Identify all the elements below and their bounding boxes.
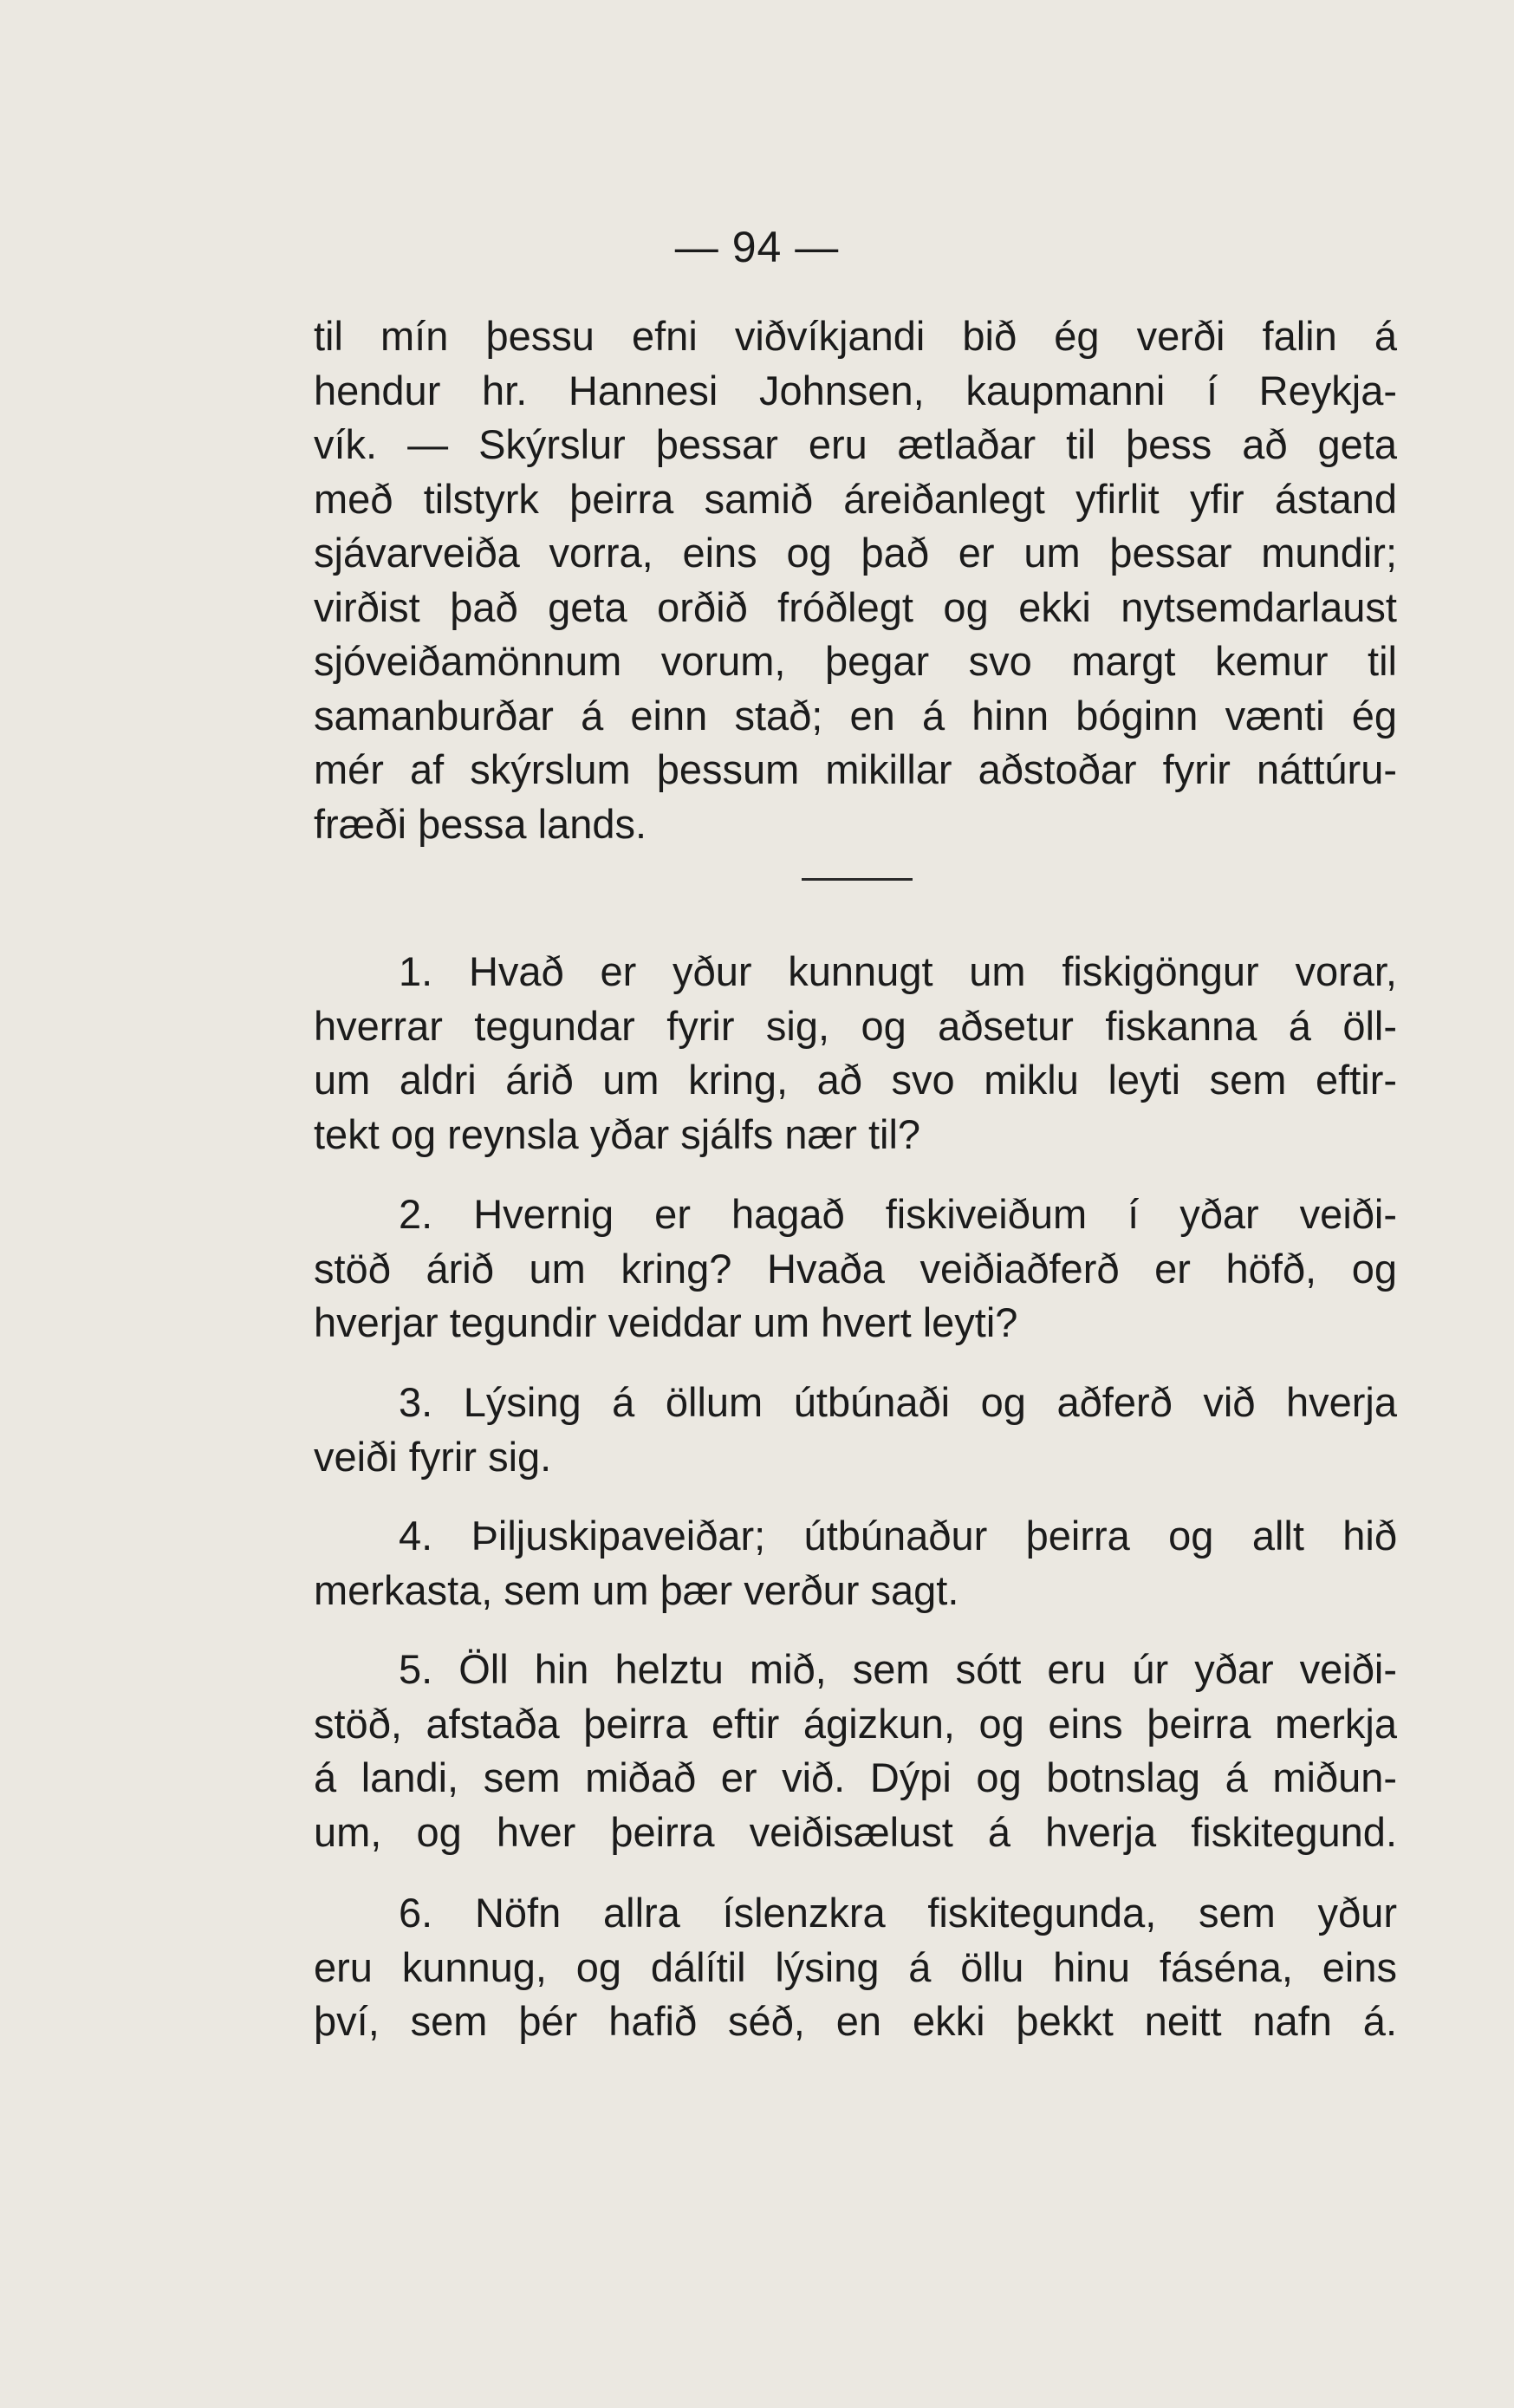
text-line: veiði fyrir sig.: [314, 1433, 552, 1480]
text-line: eru kunnug, og dálítil lýsing á öllu hinu fáséna, eins: [314, 1943, 1397, 1990]
text-line: 3. Lýsing á öllum útbúnaði og aðferð við hverja: [399, 1379, 1397, 1425]
text-line: merkasta, sem um þær verður sagt.: [314, 1566, 959, 1613]
text-line: 5. Öll hin helztu mið, sem sótt eru úr yðar veiði-: [399, 1646, 1397, 1692]
text-line: stöð, afstaða þeirra eftir ágizkun, og eins þeirra merkja: [314, 1700, 1397, 1747]
section-divider: [802, 878, 913, 881]
text-line: hverrar tegundar fyrir sig, og aðsetur fiskanna á öll-: [314, 1002, 1397, 1049]
text-line: með tilstyrk þeirra samið áreiðanlegt yfirlit yfir ástand: [314, 475, 1397, 522]
question-3: [314, 1376, 1397, 1484]
question-4: [314, 1509, 1397, 1617]
text-line: til mín þessu efni viðvíkjandi bið ég verði falin á: [314, 313, 1397, 359]
text-line: virðist það geta orðið fróðlegt og ekki nytsemdarlaust: [314, 583, 1397, 630]
text-line: mér af skýrslum þessum mikillar aðstoðar fyrir náttúru-: [314, 746, 1397, 792]
text-line: hendur hr. Hannesi Johnsen, kaupmanni í Reykja-: [314, 367, 1397, 413]
text-line: stöð árið um kring? Hvaða veiðiaðferð er höfð, og: [314, 1245, 1397, 1292]
intro-paragraph: [314, 309, 1397, 851]
question-6: [314, 1886, 1397, 2049]
text-line: 1. Hvað er yður kunnugt um fiskigöngur vorar,: [399, 948, 1397, 994]
text-line: 2. Hvernig er hagað fiskiveiðum í yðar veiði-: [399, 1191, 1397, 1237]
question-5: [314, 1643, 1397, 1859]
text-line: samanburðar á einn stað; en á hinn bóginn vænti ég: [314, 692, 1397, 739]
question-1: [314, 945, 1397, 1162]
text-line: því, sem þér hafið séð, en ekki þekkt neitt nafn á.: [314, 1998, 1397, 2044]
text-line: fræði þessa lands.: [314, 800, 647, 847]
text-line: vík. — Skýrslur þessar eru ætlaðar til þess að geta: [314, 421, 1397, 467]
text-line: sjóveiðamönnum vorum, þegar svo margt kemur til: [314, 638, 1397, 684]
text-line: 4. Þiljuskipaveiðar; útbúnaður þeirra og allt hið: [399, 1513, 1397, 1559]
text-line: sjávarveiða vorra, eins og það er um þessar mundir;: [314, 530, 1397, 576]
text-line: tekt og reynsla yðar sjálfs nær til?: [314, 1110, 921, 1157]
text-line: 6. Nöfn allra íslenzkra fiskitegunda, sem yður: [399, 1890, 1397, 1936]
text-line: um, og hver þeirra veiðisælust á hverja fiskitegund.: [314, 1808, 1397, 1855]
text-line: á landi, sem miðað er við. Dýpi og botnslag á miðun-: [314, 1754, 1397, 1800]
text-line: um aldri árið um kring, að svo miklu leyti sem eftir-: [314, 1057, 1397, 1103]
question-2: [314, 1188, 1397, 1350]
text-line: hverjar tegundir veiddar um hvert leyti?: [314, 1299, 1018, 1345]
page-number: — 94 —: [674, 223, 840, 271]
